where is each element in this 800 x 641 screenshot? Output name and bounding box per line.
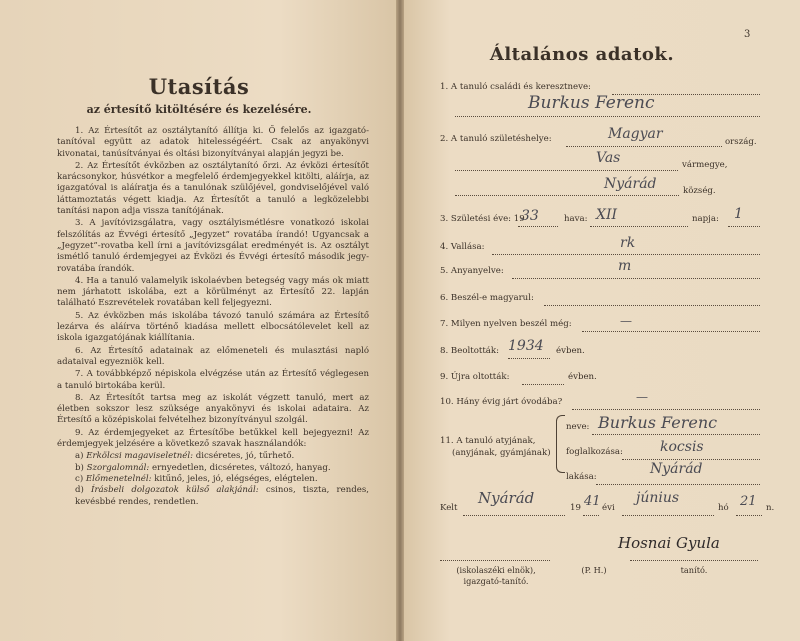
instructions-title: Utasítás bbox=[148, 74, 250, 99]
dotted-line bbox=[455, 195, 679, 196]
kelt-day: 21 bbox=[740, 494, 757, 509]
dotted-line bbox=[566, 146, 722, 147]
field-county-value: Vas bbox=[596, 150, 621, 166]
dotted-line bbox=[622, 459, 760, 460]
field-religion-value: rk bbox=[620, 235, 636, 251]
field-month-value: XII bbox=[596, 207, 618, 223]
dotted-line bbox=[455, 170, 678, 171]
kelt-year-suffix: évi bbox=[602, 503, 615, 513]
instruction-paragraph: 1. Az Értesítőt az osztálytanító állítja ki. Ő felelős az igazgató-tanítóval együtt az adatok hitelességéért. Csak az anyakönyvi kivonatai, tanúsítványai és oltási bizonyítványai alapján jegyzi be. bbox=[57, 126, 369, 159]
field-revaccinated-label: 9. Újra oltották: bbox=[440, 372, 510, 382]
grade-option: d) Írásbeli dolgozatok külső alakjánál: csinos, tiszta, rendes, kevésbbé rendes, rendetlen. bbox=[75, 485, 369, 507]
kelt-place: Nyárád bbox=[478, 489, 535, 507]
page-number: 3 bbox=[744, 29, 751, 40]
field-speaks-hungarian-label: 6. Beszél-e magyarul: bbox=[440, 293, 534, 303]
parent-address-value: Nyárád bbox=[650, 461, 703, 477]
field-country-suffix: ország. bbox=[725, 137, 757, 147]
kelt-year-prefix: 19 bbox=[570, 503, 581, 513]
dotted-line bbox=[582, 331, 760, 332]
signature-line bbox=[630, 560, 758, 561]
instruction-paragraph: 2. Az Értesítőt évközben az osztálytanító őrzi. Az évközi értesítőt karácsonykor, húsvétkor a megfelelő érdemjegyekkel kitölti, aláírja, az igazgatóval is aláíratja és a tanulónak szülőjével, gondviselőjével való láttamoztatás végett kiadja. Az Értesítőt a tanuló a legközelebbi tanítási napon adja vissza tanítójának. bbox=[57, 160, 369, 217]
parent-name-value: Burkus Ferenc bbox=[598, 413, 718, 432]
field-day-label: napja: bbox=[692, 214, 719, 224]
field-county-suffix: vármegye, bbox=[682, 160, 728, 170]
field-country-value: Magyar bbox=[608, 126, 663, 142]
kelt-month: június bbox=[636, 490, 680, 506]
field-birthplace-label: 2. A tanuló születéshelye: bbox=[440, 134, 552, 144]
dotted-line bbox=[544, 305, 760, 306]
instruction-paragraph: 9. Az érdemjegyeket az Értesítőbe betűkkel kell bejegyezni! Az érdemjegyek jelzésére a következő szavak használandók: bbox=[57, 427, 369, 450]
instructions-body bbox=[57, 126, 369, 508]
parent-brace bbox=[556, 415, 565, 473]
dotted-line bbox=[463, 515, 565, 516]
kelt-label: Kelt bbox=[440, 503, 458, 513]
grade-option: a) Erkölcsi magaviseletnél: dicséretes, jó, tűrhető. bbox=[75, 451, 295, 462]
dotted-line bbox=[572, 409, 760, 410]
parent-job-label: foglalkozása: bbox=[566, 447, 623, 457]
field-vaccinated-label: 8. Beoltották: bbox=[440, 346, 500, 356]
dotted-line bbox=[583, 515, 599, 516]
parent-job-value: kocsis bbox=[660, 439, 704, 455]
field-vaccinated-value: 1934 bbox=[508, 338, 544, 354]
dotted-line bbox=[728, 226, 760, 227]
dotted-line bbox=[522, 384, 564, 385]
instruction-paragraph: 7. A továbbképző népiskola elvégzése után az Értesítő véglegesen a tanuló birtokába kerül. bbox=[57, 369, 369, 391]
field-birthyear-value: 33 bbox=[521, 208, 539, 224]
field-revaccinated-suffix: évben. bbox=[568, 372, 597, 382]
instruction-paragraph: 3. A javítóvizsgálatra, vagy osztályismétlésre vonatkozó iskolai felszólítás az Évvégi értesítő „Jegyzet” rovatába írandó! Ugyancsak a „Jegyzet”-rovatba kell írni a javítóvizsgálat eredményét is. Az osztályt ismétlő tanuló érdemjegyei az Évközi és Évvégi értesítő második jegy-rovatába írandók. bbox=[57, 218, 369, 274]
grade-option: c) Előmenetelnél: kitűnő, jeles, jó, elégséges, elégtelen. bbox=[75, 473, 318, 484]
parent-name-label: neve: bbox=[566, 422, 590, 432]
field-religion-label: 4. Vallása: bbox=[440, 242, 485, 252]
signature-left-label: (iskolaszéki elnök), bbox=[456, 565, 536, 575]
instruction-paragraph: 5. Az évközben más iskolába távozó tanuló számára az Értesítő lezárva és aláírva történő kiadása mellett elbocsátólevelet kell az iskola igazgatójának kiállítania. bbox=[57, 310, 369, 344]
field-parent-label-sub: (anyjának, gyámjának) bbox=[452, 448, 551, 458]
field-village-suffix: község. bbox=[683, 186, 716, 196]
field-month-label: hava: bbox=[564, 214, 588, 224]
field-birthyear-label: 3. Születési éve: 19 bbox=[440, 214, 525, 224]
dotted-line bbox=[592, 434, 760, 435]
grade-option: b) Szorgalomnál: ernyedetlen, dicséretes, változó, hanyag. bbox=[75, 462, 331, 473]
dotted-line bbox=[596, 484, 760, 485]
signature-right-label: tanító. bbox=[680, 565, 708, 575]
dotted-line bbox=[590, 226, 688, 227]
field-other-languages-value: — bbox=[620, 314, 632, 328]
teacher-signature: Hosnai Gyula bbox=[618, 534, 720, 552]
signature-line bbox=[440, 560, 550, 561]
kelt-end: n. bbox=[766, 503, 775, 513]
field-parent-label: 11. A tanuló atyjának, bbox=[440, 436, 536, 446]
field-kindergarten-value: — bbox=[636, 390, 648, 404]
field-vaccinated-suffix: évben. bbox=[556, 346, 585, 356]
kelt-year: 41 bbox=[584, 494, 601, 509]
field-day-value: 1 bbox=[734, 206, 743, 222]
instruction-paragraph: 6. Az Értesítő adatainak az előmeneteli és mulasztási napló adataival egyezniök kell. bbox=[57, 345, 369, 367]
field-name-value: Burkus Ferenc bbox=[528, 93, 655, 113]
instructions-subtitle: az értesítő kitöltésére és kezelésére. bbox=[86, 103, 312, 116]
dotted-line bbox=[622, 515, 714, 516]
field-mothertongue-label: 5. Anyanyelve: bbox=[440, 266, 504, 276]
dotted-line bbox=[512, 278, 760, 279]
instruction-paragraph: 8. Az Értesítőt tartsa meg az iskolát végzett tanuló, mert az életben sokszor lesz szüksége anyakönyvi és iskolai adataira. Az Értesítő a középiskolai felvételhez bizonyítványul szolgál. bbox=[57, 392, 369, 426]
field-kindergarten-label: 10. Hány évig járt óvodába? bbox=[440, 397, 563, 407]
signature-left-sublabel: igazgató-tanító. bbox=[463, 576, 529, 586]
dotted-line bbox=[492, 254, 760, 255]
stamp-placeholder: (P. H.) bbox=[581, 565, 607, 575]
general-data-title: Általános adatok. bbox=[489, 44, 675, 65]
field-name-label: 1. A tanuló családi és keresztneve: bbox=[440, 82, 591, 92]
field-village-value: Nyárád bbox=[604, 176, 657, 192]
dotted-line bbox=[736, 515, 762, 516]
dotted-line bbox=[518, 226, 558, 227]
dotted-line bbox=[455, 116, 760, 117]
field-mothertongue-value: m bbox=[618, 258, 632, 274]
kelt-day-label: hó bbox=[718, 503, 729, 513]
instruction-paragraph: 4. Ha a tanuló valamelyik iskolaévben betegség vagy más ok miatt nem járhatott iskolába, ezt a körülményt az Értesítő 22. lapján található Eszrevételek rovatában kell feljegyezni. bbox=[57, 275, 369, 309]
dotted-line bbox=[508, 358, 550, 359]
parent-address-label: lakása: bbox=[566, 472, 597, 482]
field-other-languages-label: 7. Milyen nyelven beszél még: bbox=[440, 319, 572, 329]
